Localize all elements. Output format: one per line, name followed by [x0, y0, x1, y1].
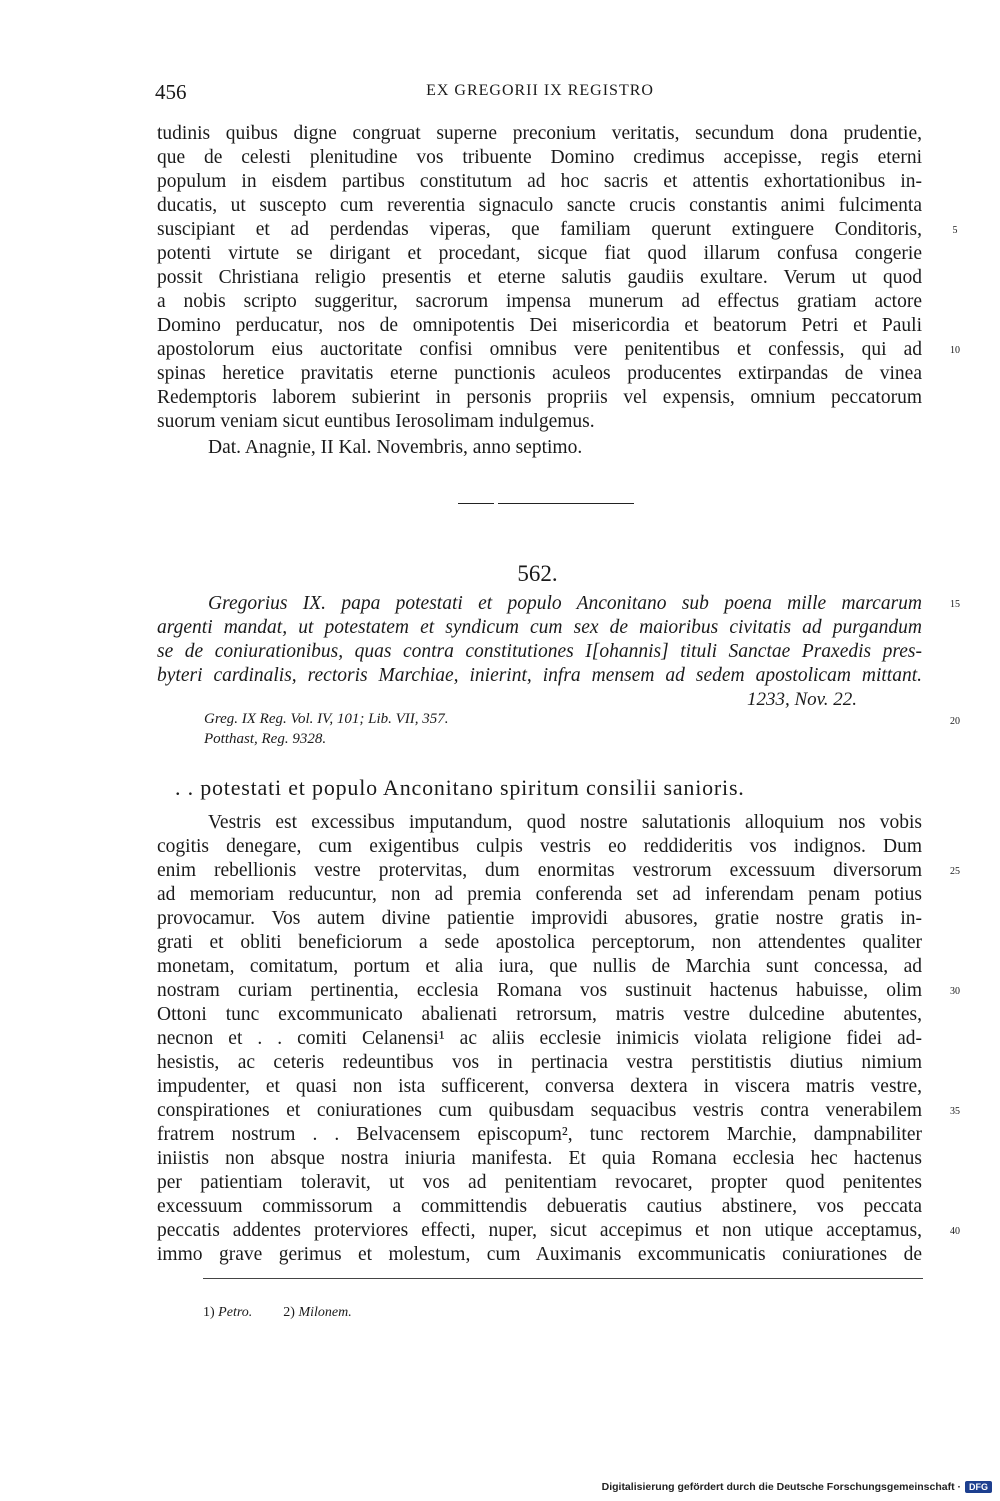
body-line: necnon et . . comiti Celanensi¹ ac aliis ecclesie inimicis violata religione fidei ad-	[157, 1028, 922, 1049]
text-line: suorum veniam sicut euntibus Ierosolimam indulgemus.	[157, 411, 595, 432]
body-line: nostram curiam pertinentia, ecclesia Romana vos sustinuit hactenus habuisse, olim	[157, 980, 922, 1001]
body-line: ad memoriam reducuntur, non ad premia conferenda set ad inferendam penam potius	[157, 884, 922, 905]
body-line: Vestris est excessibus imputandum, quod nostre salutationis alloquium nos vobis	[208, 812, 922, 833]
text-line: potenti virtute se dirigant et procedant, sicque fiat quod illarum confusa congerie	[157, 243, 922, 264]
margin-line-number: 10	[950, 345, 960, 356]
text-line: spinas heretice pravitatis eterne punctionis aculeos producentes extirpandas de vinea	[157, 363, 922, 384]
separator-rule	[498, 503, 634, 504]
body-line: grati et obliti beneficiorum a sede apostolica perceptorum, non attendentes qualiter	[157, 932, 922, 953]
summary-line: argenti mandat, ut potestatem et syndicum cum sex de maioribus civitatis ad purgandum	[157, 617, 922, 638]
text-line: Redemptoris laborem subierint in personis propriis vel expensis, omnium peccatorum	[157, 387, 922, 408]
letter-address: . . potestati et populo Anconitano spiritum consilii sanioris.	[175, 775, 745, 800]
margin-line-number: 15	[950, 599, 960, 610]
running-head: EX GREGORII IX REGISTRO	[426, 82, 654, 99]
text-line: possit Christiana religio presentis et eterne salutis gaudiis exultare. Verum ut quod	[157, 267, 922, 288]
summary-line: Gregorius IX. papa potestati et populo Anconitano sub poena mille marcarum	[208, 593, 922, 614]
margin-line-number: 20	[950, 716, 960, 727]
text-line: ducatis, ut suscepto cum reverentia signaculo sancte crucis constantis animi fulcimenta	[157, 195, 922, 216]
body-line: impudenter, et quasi non ista sufficerent, conversa dextera in viscera matris vestre,	[157, 1076, 922, 1097]
letter-date: 1233, Nov. 22.	[747, 689, 857, 710]
digitization-credit	[602, 1481, 992, 1493]
margin-line-number: 5	[952, 225, 958, 236]
body-line: cogitis denegare, cum exigentibus culpis vestris eo reddideritis vos indignos. Dum	[157, 836, 922, 857]
margin-line-number: 40	[950, 1226, 960, 1237]
text-line: apostolorum eius auctoritate confisi omnibus vere penitentibus et confessis, qui ad	[157, 339, 922, 360]
margin-line-number: 30	[950, 986, 960, 997]
dfg-logo-icon: DFG	[965, 1481, 992, 1493]
body-line: conspirationes et coniurationes cum quibusdam sequacibus vestris contra venerabilem	[157, 1100, 922, 1121]
body-line: peccatis addentes proterviores effecti, nuper, sicut accepimus et non utique acceptamus,	[157, 1220, 922, 1241]
margin-line-number: 25	[950, 866, 960, 877]
text-line: suscipiant et ad perdendas viperas, que familiam querunt extinguere Conditoris,	[157, 219, 922, 240]
body-line: immo grave gerimus et molestum, cum Auximanis excommunicatis coniurationes de	[157, 1244, 922, 1265]
body-line: hesistis, ac ceteris redeuntibus vos in pertinacia vestra perstitistis diutius nimium	[157, 1052, 922, 1073]
footnote-1-text: Petro.	[218, 1305, 253, 1320]
body-line: enim rebellionis vestre protervitas, dum enormitas vestrorum excessuum diversorum	[157, 860, 922, 881]
body-line: iniistis non absque nostra iniuria manifesta. Et quia Romana ecclesia hec hactenus	[157, 1148, 922, 1169]
body-line: fratrem nostrum . . Belvacensem episcopum², tunc rectorem Marchie, dampnabiliter	[157, 1124, 922, 1145]
letter-number: 562.	[517, 561, 558, 586]
body-line: provocamur. Vos autem divine patientie improvidi abusores, gratie nostre gratis in-	[157, 908, 922, 929]
separator-rule	[458, 503, 494, 504]
dating-line: Dat. Anagnie, II Kal. Novembris, anno septimo.	[208, 437, 583, 458]
footnote-2-text: Milonem.	[298, 1305, 352, 1320]
text-line: que de celesti plenitudine vos tribuente Domino credimus accepisse, regis eterni	[157, 147, 922, 168]
body-line: per patientiam toleravit, ut vos ad penitentiam revocaret, propter quod penitentes	[157, 1172, 922, 1193]
summary-line: byteri cardinalis, rectoris Marchiae, inierint, infra mensem ad sedem apostolicam mittant.	[157, 665, 922, 686]
text-line: populum in eisdem partibus constitutum ad hoc sacris et attentis exhortationibus in-	[157, 171, 922, 192]
register-reference: Greg. IX Reg. Vol. IV, 101; Lib. VII, 357.	[204, 711, 449, 727]
summary-line: se de coniurationibus, quas contra constitutiones I[ohannis] tituli Sanctae Praxedis pres-	[157, 641, 922, 662]
page-number: 456	[155, 80, 187, 104]
footnote-rule	[203, 1278, 923, 1279]
text-line: tudinis quibus digne congruat superne preconium veritatis, secundum dona prudentie,	[157, 123, 922, 144]
text-line: Domino perducatur, nos de omnipotentis Dei misericordia et beatorum Petri et Pauli	[157, 315, 922, 336]
body-line: Ottoni tunc excommunicato abalienati retrorsum, matris vestre dulcedine abutentes,	[157, 1004, 922, 1025]
body-line: monetam, comitatum, portum et alia iura, que nullis de Marchia sunt concessa, ad	[157, 956, 922, 977]
footnotes	[203, 1305, 352, 1321]
text-line: a nobis scripto suggeritur, sacrorum impensa munerum ad effectus gratiam actore	[157, 291, 922, 312]
margin-line-number: 35	[950, 1106, 960, 1117]
credit-text: Digitalisierung gefördert durch die Deutsche Forschungsgemeinschaft ·	[601, 1481, 961, 1493]
body-line: excessuum commissorum a committendis debueratis cautius abstinere, vos peccata	[157, 1196, 922, 1217]
potthast-reference: Potthast, Reg. 9328.	[204, 731, 327, 747]
footnote-1-marker: 1)	[203, 1305, 215, 1320]
footnote-2-marker: 2)	[283, 1305, 295, 1320]
page-header	[155, 80, 925, 110]
